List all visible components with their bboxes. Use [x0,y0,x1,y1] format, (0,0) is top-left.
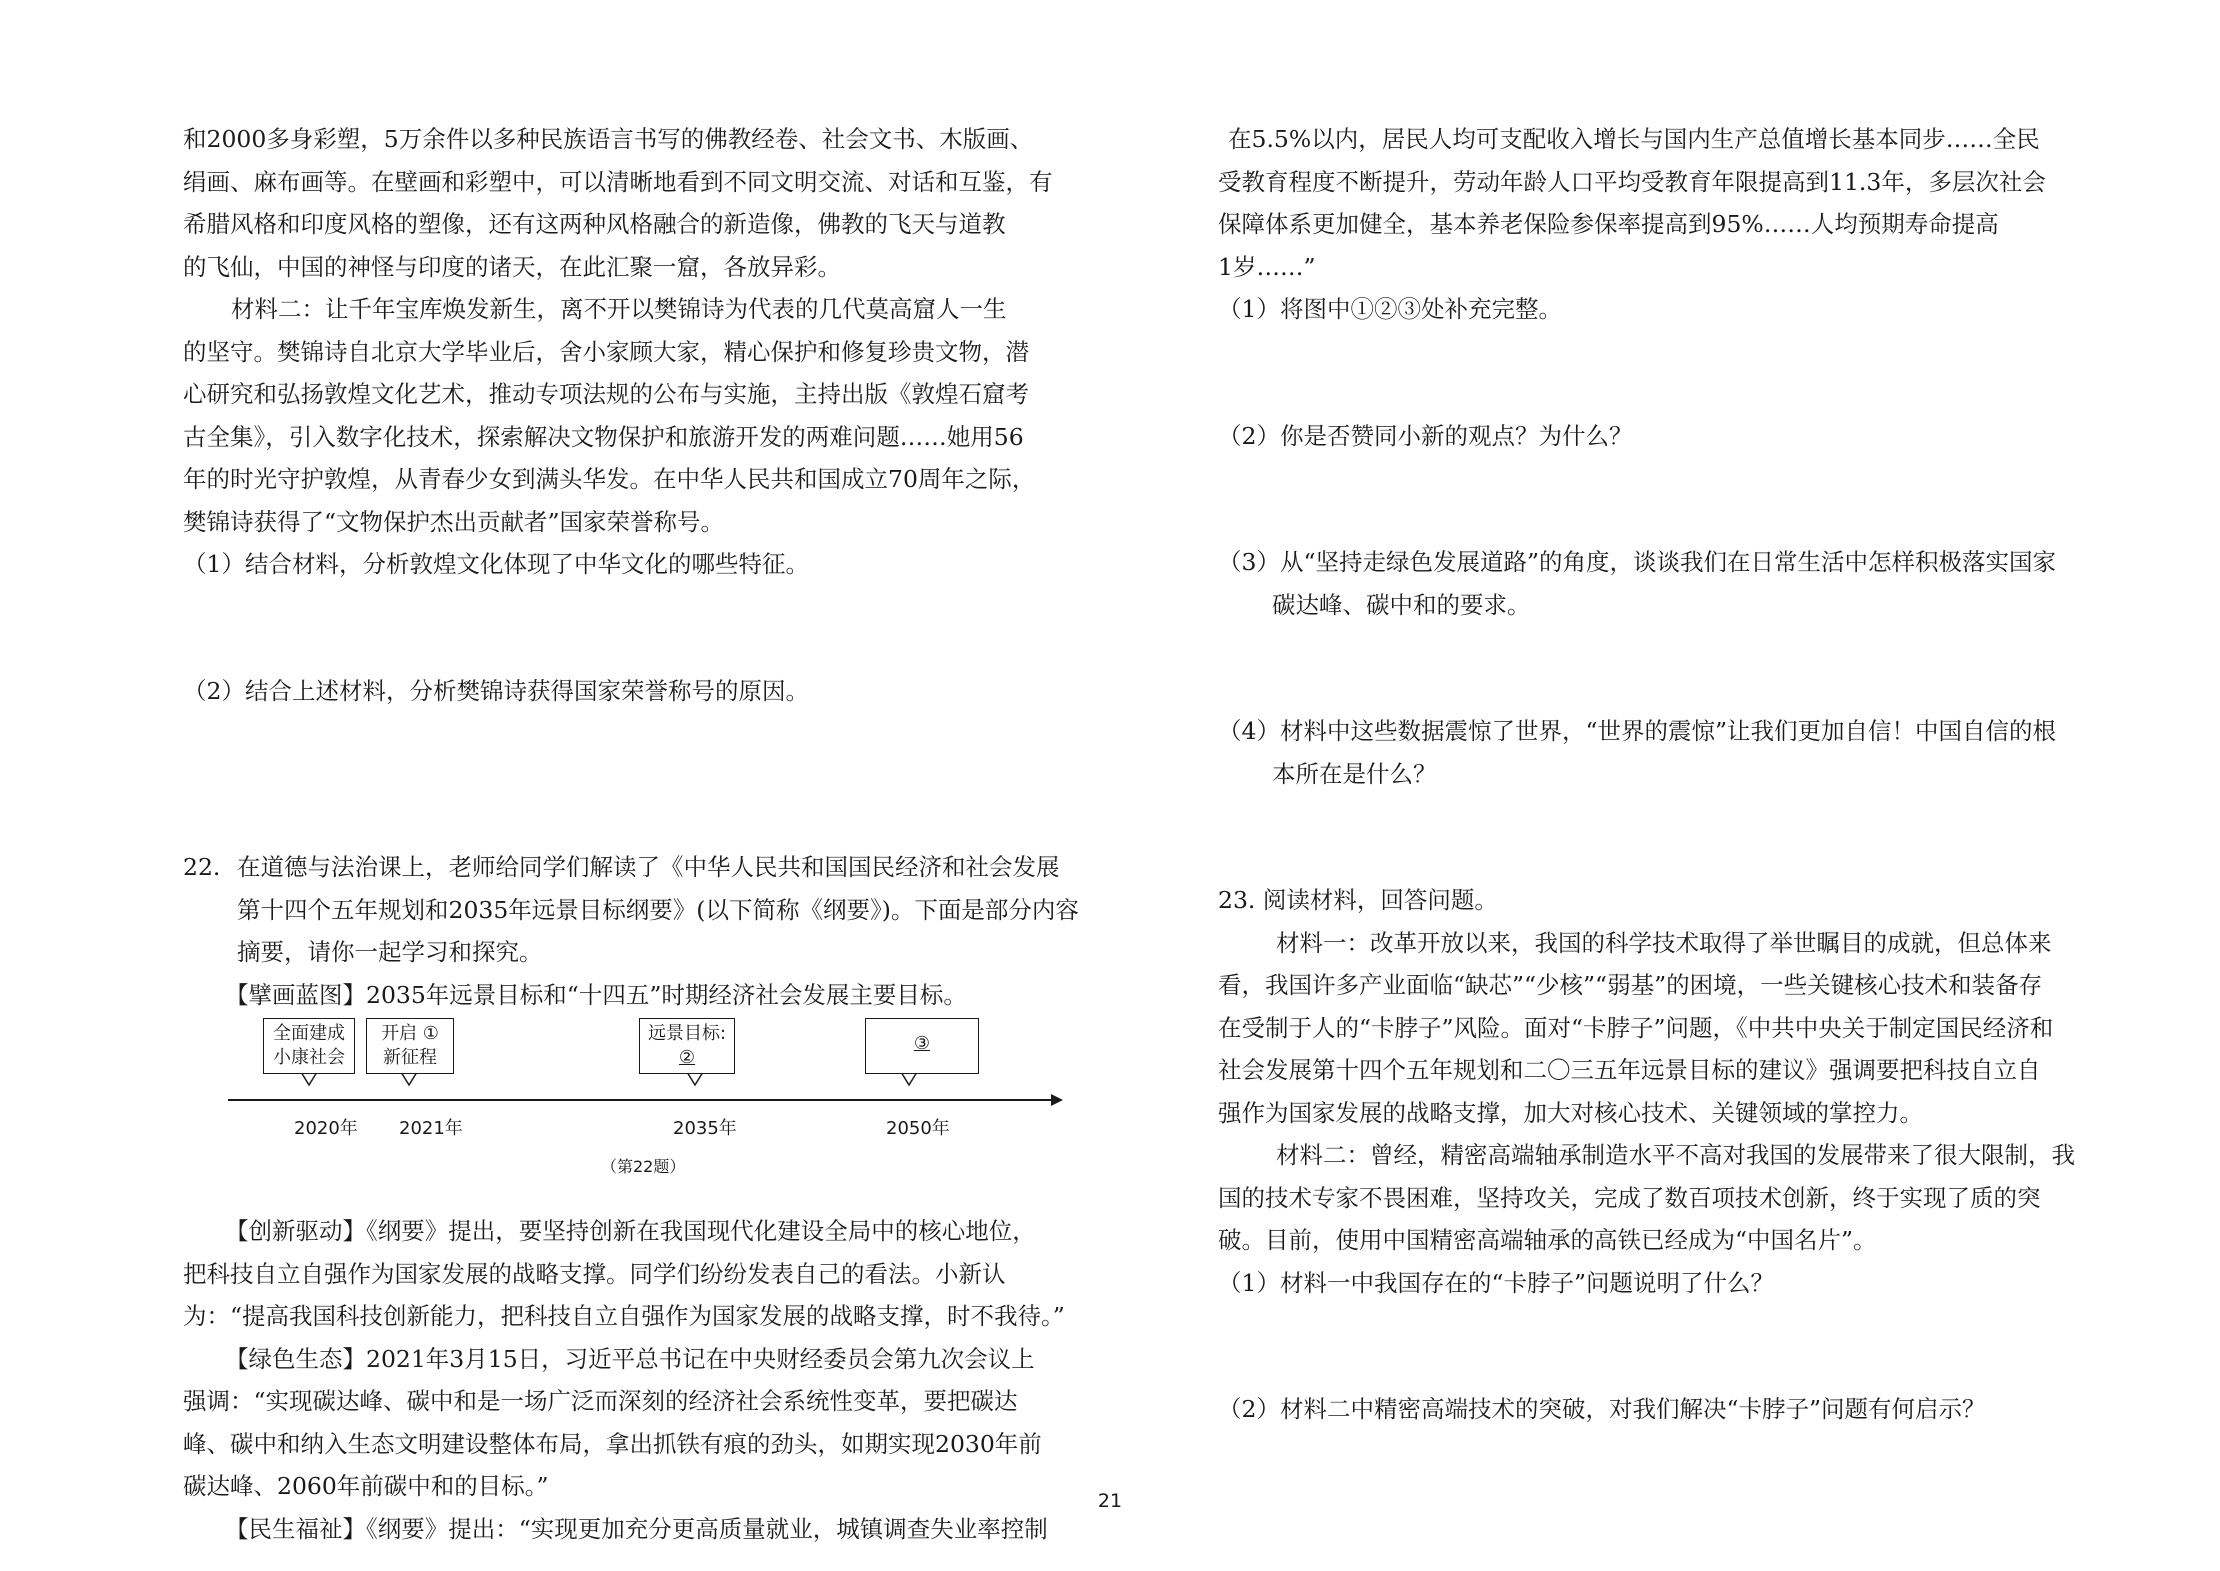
answer-space [1218,457,2098,541]
text-line: 1岁……” [1218,252,1316,281]
question-number: 22. [183,853,221,881]
year-label: 2021年 [399,1118,463,1139]
text-line: 的坚守。樊锦诗自北京大学毕业后，舍小家顾大家，精心保护和修复珍贵文物，潜 [183,337,1029,366]
text-line: 保障体系更加健全，基本养老保险参保率提高到95%……人均预期寿命提高 [1218,210,1999,238]
text-line: 和2000多身彩塑，5万余件以多种民族语言书写的佛教经卷、社会文书、木版画、 [183,125,1034,153]
answer-space [183,712,1063,846]
text-line: 社会发展第十四个五年规划和二〇三五年远景目标的建议》强调要把科技自立自 [1218,1056,2041,1084]
question-22-2: （2）你是否赞同小新的观点？为什么？ [1218,421,1633,450]
page-number: 21 [1097,1490,1123,1512]
text-line: 樊锦诗获得了“文物保护杰出贡献者”国家荣誉称号。 [183,507,725,536]
text-line: 国的技术专家不畏困难，坚持攻关，完成了数百项技术创新，终于实现了质的突 [1218,1183,2041,1212]
answer-space [1218,1304,2098,1388]
question-22-line: 22. 在道德与法治课上，老师给同学们解读了《中华人民共和国国民经济和社会发展 [183,846,1063,889]
answer-space [1218,626,2098,710]
text-line: 看，我国许多产业面临“缺芯”“少核”“弱基”的困境，一些关键核心技术和装备存 [1218,971,2043,999]
text-line: 的飞仙，中国的神怪与印度的诸天，在此汇聚一窟，各放异彩。 [183,252,841,281]
timeline-figure [183,1018,1063,1210]
minsheng-line: 【民生福祉】《纲要》提出：“实现更加充分更高质量就业，城镇调查失业率控制 [225,1514,1048,1543]
text-line: 年的时光守护敦煌，从青春少女到满头华发。在中华人民共和国成立70周年之际， [183,465,1036,493]
question-22-3: （3）从“坚持走绿色发展道路”的角度，谈谈我们在日常生活中怎样积极落实国家 [1218,548,2056,576]
material-one-line: 材料一：改革开放以来，我国的科学技术取得了举世瞩目的成就，但总体来 [1276,928,2052,957]
text-line: 强作为国家发展的战略支撑，加大对核心技术、关键领域的掌控力。 [1218,1098,1923,1127]
text-line: 碳达峰、2060年前碳中和的目标。” [183,1472,549,1500]
year-label: 2050年 [886,1118,950,1139]
left-column [183,118,1079,1550]
timeline-box-2050: ③ [865,1018,979,1074]
text-line: 破。目前，使用中国精密高端轴承的高铁已经成为“中国名片”。 [1218,1226,1877,1254]
question-22-4-cont: 本所在是什么？ [1272,759,1437,788]
question-22-line: 第十四个五年规划和2035年远景目标纲要》(以下简称《纲要》)。下面是部分内容 [237,895,1079,924]
text-line: 把科技自立自强作为国家发展的战略支撑。同学们纷纷发表自己的看法。小新认 [183,1259,1006,1288]
text-line: 强调：“实现碳达峰、碳中和是一场广泛而深刻的经济社会系统性变革，要把碳达 [183,1387,1018,1415]
timeline-box-2021: 开启 ① 新征程 [366,1018,454,1074]
lvse-line: 【绿色生态】2021年3月15日，习近平总书记在中央财经委员会第九次会议上 [225,1344,1035,1373]
text-line: 绢画、麻布画等。在壁画和彩塑中，可以清晰地看到不同文明交流、对话和互鉴，有 [183,167,1053,196]
answer-space [183,586,1063,670]
question-22-3-cont: 碳达峰、碳中和的要求。 [1272,590,1531,619]
question-23-line: 23. 阅读材料，回答问题。 [1218,886,1498,914]
text-line: 希腊风格和印度风格的塑像，还有这两种风格融合的新造像，佛教的飞天与道教 [183,210,1006,238]
text-line: 受教育程度不断提升，劳动年龄人口平均受教育年限提高到11.3年，多层次社会 [1218,167,2046,196]
text-line: 在5.5%以内，居民人均可支配收入增长与国内生产总值增长基本同步……全民 [1228,125,2040,153]
answer-space [1218,331,2098,415]
year-label: 2020年 [294,1118,358,1139]
question-22-1: （1）将图中①②③处补充完整。 [1218,295,1562,323]
year-label: 2035年 [673,1118,737,1139]
question-number: 23. [1218,886,1256,914]
timeline-box-2020: 全面建成 小康社会 [263,1018,355,1074]
chuangxin-line: 【创新驱动】《纲要》提出，要坚持创新在我国现代化建设全局中的核心地位， [225,1217,1036,1245]
timeline-arrow [1051,1094,1063,1106]
question-21-2: （2）结合上述材料，分析樊锦诗获得国家荣誉称号的原因。 [183,676,809,705]
material-two-line: 材料二：让千年宝库焕发新生，离不开以樊锦诗为代表的几代莫高窟人一生 [231,295,1007,323]
question-22-line: 摘要，请你一起学习和探究。 [237,938,543,966]
figure-caption: （第22题） [601,1157,686,1176]
text-line: 心研究和弘扬敦煌文化艺术，推动专项法规的公布与实施，主持出版《敦煌石窟考 [183,380,1029,408]
right-column [1218,118,2098,1431]
question-22-4: （4）材料中这些数据震惊了世界，“世界的震惊”让我们更加自信！中国自信的根 [1218,717,2056,745]
bihua-heading: 【擘画蓝图】2035年远景目标和“十四五”时期经济社会发展主要目标。 [225,980,967,1009]
text-line: 古全集》，引入数字化技术，探索解决文物保护和旅游开发的两难问题……她用56 [183,422,1024,451]
question-21-1: （1）结合材料，分析敦煌文化体现了中华文化的哪些特征。 [183,550,809,578]
answer-space [1218,795,2098,879]
question-23-2: （2）材料二中精密高端技术的突破，对我们解决“卡脖子”问题有何启示？ [1218,1395,1986,1423]
question-23-1: （1）材料一中我国存在的“卡脖子”问题说明了什么？ [1218,1268,1774,1297]
material-two-line: 材料二：曾经，精密高端轴承制造水平不高对我国的发展带来了很大限制，我 [1276,1141,2075,1169]
text-line: 在受制于人的“卡脖子”风险。面对“卡脖子”问题，《中共中央关于制定国民经济和 [1218,1013,2054,1042]
text-line: 为：“提高我国科技创新能力，把科技自立自强作为国家发展的战略支撑，时不我待。” [183,1302,1065,1330]
timeline-box-2035: 远景目标: ② [639,1018,735,1074]
text-line: 峰、碳中和纳入生态文明建设整体布局，拿出抓铁有痕的劲头，如期实现2030年前 [183,1429,1042,1458]
